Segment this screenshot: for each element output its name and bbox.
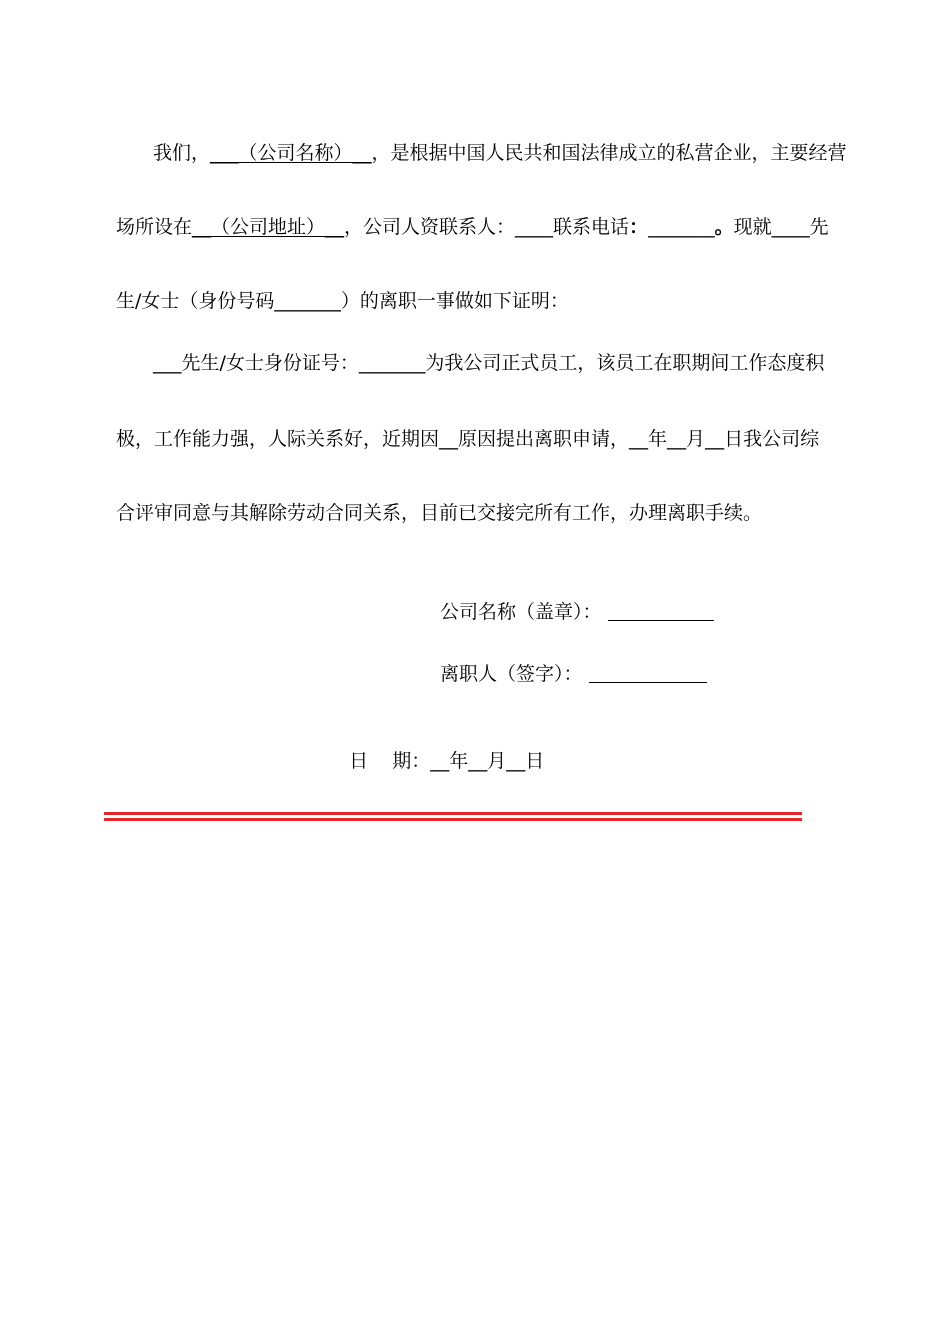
date-line [337,725,544,773]
company-address-blank: __（公司地址）__ [192,216,345,238]
employee-signature-label: 离职人（签字）： [440,663,583,685]
company-seal-blank[interactable] [608,602,714,621]
hr-contact-blank: ____ [515,216,554,238]
text: 日我公司综 [724,428,820,450]
text: 月 [686,428,706,450]
red-rule-bottom [104,818,802,821]
text: 年 [648,428,668,450]
para2-line2 [116,427,819,451]
para2-line1 [153,351,824,375]
red-rule-top [104,812,802,815]
employee-signature-line [440,662,707,686]
date-label: 日 期： [349,750,431,772]
text: 。 [714,216,734,238]
day-blank: __ [506,750,526,772]
reason-blank: __ [439,428,459,450]
phone-blank: _______ [648,216,715,238]
id-number-blank: _______ [274,290,341,312]
year-blank: __ [430,750,450,772]
text: ，公司人资联系人： [344,216,516,238]
text: 原因提出离职申请， [458,428,630,450]
day-blank: __ [705,428,725,450]
text: 为我公司正式员工，该员工在职期间工作态度积 [425,352,825,374]
para1-line2 [116,215,829,239]
company-seal-label: 公司名称（盖章）： [440,601,602,623]
text: 我们， [153,142,211,164]
text: 现就 [733,216,772,238]
year-blank: __ [629,428,649,450]
text: ，是根据中国人民共和国法律成立的私营企业，主要经营 [371,142,847,164]
employee-name-blank: ___ [153,352,182,374]
para1-line1 [153,141,847,165]
text: 月 [487,750,507,772]
text: ）的离职一事做如下证明： [340,290,569,312]
text: 联系电话 [553,216,630,238]
month-blank: __ [468,750,488,772]
employee-signature-blank[interactable] [589,664,707,683]
text: 先生/女士身份证号： [181,352,359,374]
month-blank: __ [667,428,687,450]
text: 场所设在 [116,216,193,238]
text: 年 [449,750,469,772]
text: 先 [809,216,829,238]
para2-line3 [116,501,762,525]
company-name-blank: ___（公司名称）__ [210,142,372,164]
text: 极，工作能力强，人际关系好，近期因 [116,428,440,450]
para1-line3 [116,289,569,313]
text: 日 [525,750,545,772]
text: 合评审同意与其解除劳动合同关系，目前已交接完所有工作，办理离职手续。 [116,502,763,524]
employee-name-blank: ____ [771,216,810,238]
text: ： [629,216,649,238]
text: 生/女士（身份号码 [116,290,275,312]
id-number-blank: _______ [358,352,426,374]
company-seal-line [440,600,714,624]
